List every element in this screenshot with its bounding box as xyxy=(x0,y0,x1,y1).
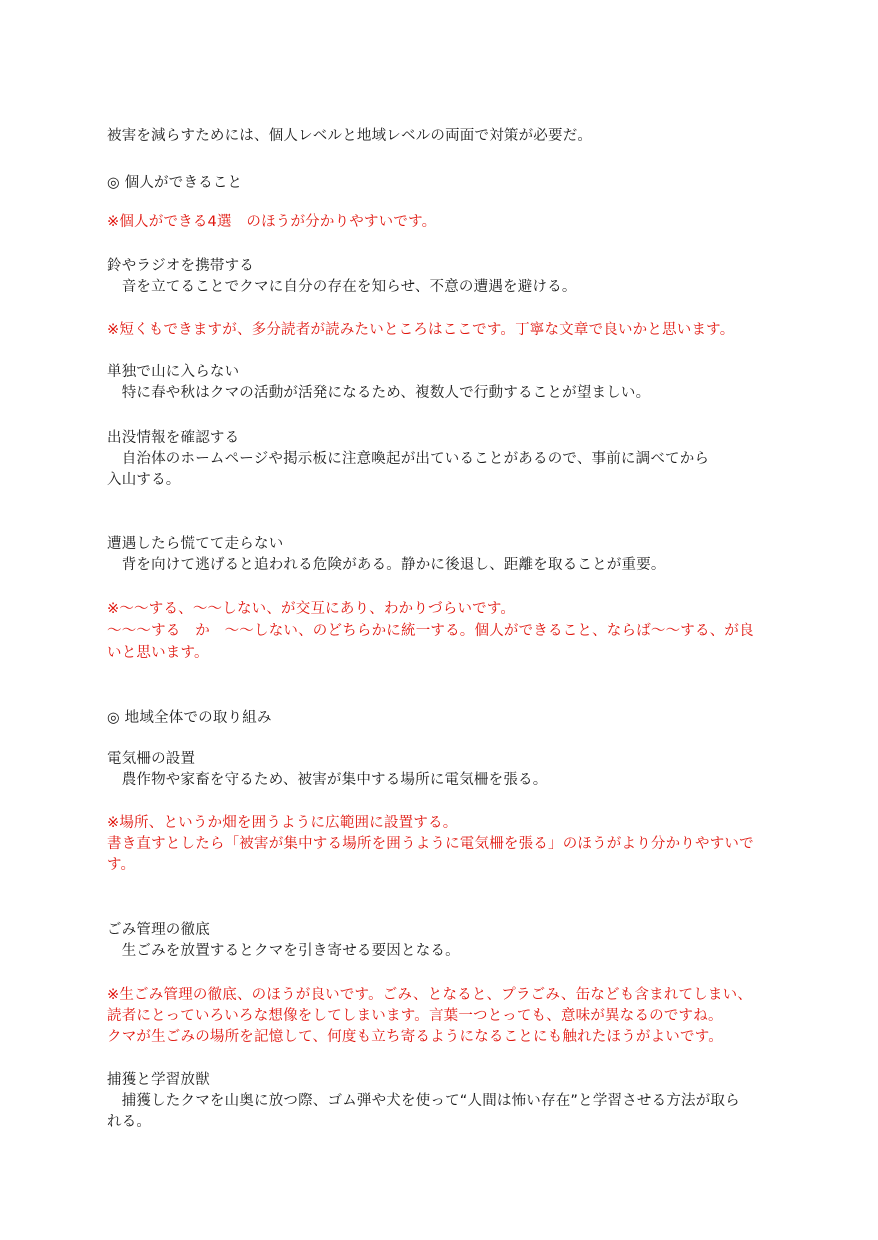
annotation-note-garbage-2: 読者にとっていろいろな想像をしてしまいます。言葉一つとっても、意味が異なるのですね。 xyxy=(107,1008,723,1024)
annotation-note-garbage-1: ※生ごみ管理の徹底、のほうが良いです。ごみ、となると、プラごみ、缶なども含まれてしまい、 xyxy=(107,987,753,1003)
item-title-check-sightings: 出没情報を確認する xyxy=(107,430,240,446)
intro-paragraph: 被害を減らすためには、個人レベルと地域レベルの両面で対策が必要だ。 xyxy=(107,128,593,144)
annotation-note-form-1: ※～～する、～～しない、が交互にあり、わかりづらいです。 xyxy=(107,601,516,617)
annotation-note-fence-1: ※場所、というか畑を囲うように広範囲に設置する。 xyxy=(107,815,458,831)
item-body-electric-fence: 農作物や家畜を守るため、被害が集中する場所に電気柵を張る。 xyxy=(107,772,548,788)
section-heading-community: ◎ 地域全体での取り組み xyxy=(107,710,272,726)
item-title-not-alone: 単独で山に入らない xyxy=(107,364,240,380)
item-body-check-sightings-2: 入山する。 xyxy=(107,472,181,488)
item-body-check-sightings-1: 自治体のホームページや掲示板に注意喚起が出ていることがあるので、事前に調べてから xyxy=(107,451,710,467)
item-body-capture-release-2: れる。 xyxy=(107,1114,152,1130)
item-title-bell-radio: 鈴やラジオを携帯する xyxy=(107,258,254,274)
section-heading-individual: ◎ 個人ができること xyxy=(107,175,243,191)
annotation-note-form-2: ～～～する か ～～しない、のどちらかに統一する。個人ができること、ならば～～する、が良 xyxy=(107,623,754,639)
annotation-note-title: ※個人ができる4選 のほうが分かりやすいです。 xyxy=(107,214,437,230)
item-body-capture-release-1: 捕獲したクマを山奥に放つ際、ゴム弾や犬を使って“人間は怖い存在”と学習させる方法が取ら xyxy=(107,1093,740,1109)
annotation-note-short: ※短くもできますが、多分読者が読みたいところはここです。丁寧な文章で良いかと思います。 xyxy=(107,322,735,338)
annotation-note-form-3: いと思います。 xyxy=(107,645,209,661)
item-body-bell-radio: 音を立てることでクマに自分の存在を知らせ、不意の遭遇を避ける。 xyxy=(107,279,577,295)
item-body-not-alone: 特に春や秋はクマの活動が活発になるため、複数人で行動することが望ましい。 xyxy=(107,385,651,401)
annotation-note-fence-3: す。 xyxy=(107,857,136,873)
item-body-garbage: 生ごみを放置するとクマを引き寄せる要因となる。 xyxy=(107,943,460,959)
item-title-electric-fence: 電気柵の設置 xyxy=(107,751,196,767)
item-title-garbage: ごみ管理の徹底 xyxy=(107,922,210,938)
annotation-note-fence-2: 書き直すとしたら「被害が集中する場所を囲うように電気柵を張る」のほうがより分かりやすいで xyxy=(107,836,754,852)
item-title-dont-run: 遭遇したら慌てて走らない xyxy=(107,536,284,552)
annotation-note-garbage-3: クマが生ごみの場所を記憶して、何度も立ち寄るようになることにも触れたほうがよいです。 xyxy=(107,1029,723,1045)
item-body-dont-run: 背を向けて逃げると追われる危険がある。静かに後退し、距離を取ることが重要。 xyxy=(107,557,666,573)
item-title-capture-release: 捕獲と学習放獣 xyxy=(107,1072,210,1088)
